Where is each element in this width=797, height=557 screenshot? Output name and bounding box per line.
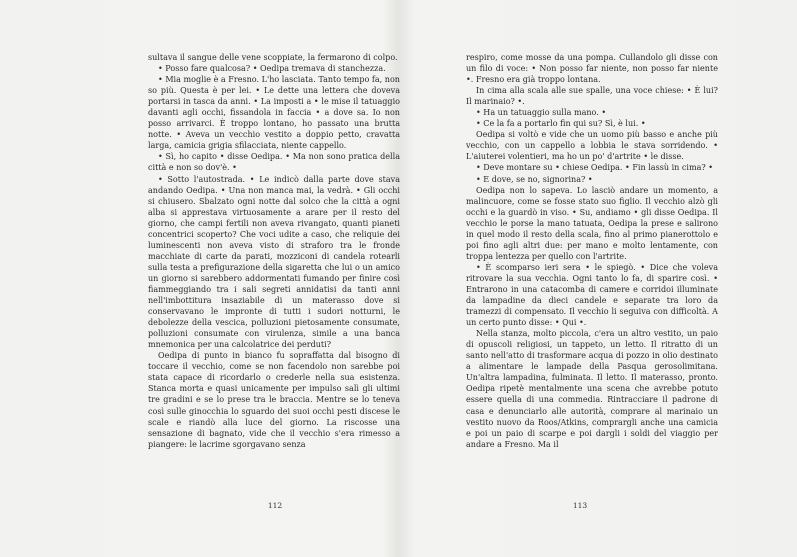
paragraph: Oedipa si voltò e vide che un uomo più basso e anche più vecchio, con un cappello a lobbia le stava sorridendo. • L'aiuterei volentieri, ma ho un po' d'artrite • le disse.: [466, 130, 718, 162]
paragraph: • Deve montare su • chiese Oedipa. • Fin lassù in cima? •: [476, 163, 714, 173]
paragraph: • È scomparso ieri sera • le spiegò. • Dice che voleva ritrovare la sua vecchia. Ogni tanto lo fa, di sparire così. • Entrarono in una catacomba di camere e corridoi illuminate da lampadine da dieci candele e separate tra loro da tramezzi di compensato. Il vecchio li seguiva con difficoltà. A un certo punto disse: • Qui •.: [466, 262, 718, 328]
right-page-text: [466, 52, 718, 450]
left-page-text: [148, 52, 400, 450]
paragraph: • E dove, se no, signorina? •: [476, 174, 593, 184]
paragraph: • Mia moglie è a Fresno. L'ho lasciata. Tanto tempo fa, non so più. Questa è per lei. • Le dette una lettera che doveva portarsi in tasca da anni. • La imposti a • le mise il tatuaggio davanti agli occhi, fissandola in faccia • a dove sa. Io non posso arrivarci. È troppo lontano, ho passato una brutta notte. • Aveva un vecchio vestito a doppio petto, cravatta larga, camicia grigia sfilacciata, niente cappello.: [148, 75, 400, 151]
paragraph: In cima alla scala alle sue spalle, una voce chiese: • È lui? Il marinaio? •.: [466, 86, 718, 107]
right-page-number: 113: [572, 501, 588, 510]
paragraph: sultava il sangue delle vene scoppiate, la fermarono di colpo.: [148, 53, 398, 62]
paragraph: • Posso fare qualcosa? • Oedipa tremava di stanchezza.: [158, 64, 386, 74]
paragraph: • Ha un tatuaggio sulla mano. •: [476, 108, 607, 118]
left-page-number: 112: [267, 501, 283, 510]
paragraph: • Ce la fa a portarlo fin qui su? Sì, è lui. •: [476, 119, 646, 129]
paragraph: • Sotto l'autostrada. • Le indicò dalla parte dove stava andando Oedipa. • Una non manca mai, la vedrà. • Gli occhi si chiusero. Sbalzato ogni notte dal solco che la città a ogni alba si apprestava virtuosamente a arare per il resto del giorno, che campi fertili non aveva rivangato, quanti pianeti concentrici scoperto? Che voci udite a caso, che reliquie dei luminescenti non aveva visto di straforo tra le fronde macchiate di carte da parati, mozziconi di candela rotearli sulla testa a prefigurazione della sigaretta che lui o un amico un giorno si sarebbero addormentati fumando per finire così fiammeggiando tra i sali segreti annidatisi da tanti anni nell'imbottitura insaziabile di un materasso dove si conservavano le impronte di tutti i sudori notturni, le debolezze della vescica, polluzioni pietosamente consumate, polluzioni consumate con virulenza, simile a una banca mnemonica per una calcolatrice dei perduti?: [148, 174, 400, 350]
paragraph: Oedipa di punto in bianco fu sopraffatta dal bisogno di toccare il vecchio, come se non facendolo non sarebbe poi stata capace di ricordarlo o crederle nella sua esistenza. Stanca morta e quasi unicamente per impulso salì gli ultimi tre gradini e se lo prese tra le braccia. Mentre se lo teneva così sulle ginocchia lo sguardo dei suoi occhi pesti discese le scale e riandò alla luce del giorno. La riscosse una sensazione di bagnato, vide che il vecchio s'era rimesso a piangere: le lacrime sgorgavano senza: [148, 351, 400, 449]
paragraph: respiro, come mosse da una pompa. Cullandolo gli disse con un filo di voce: • Non posso far niente, non posso far niente •. Fresno era già troppo lontana.: [466, 53, 718, 85]
paragraph: • Sì, ho capito • disse Oedipa. • Ma non sono pratica della città e non so dov'è. •: [148, 152, 400, 173]
paragraph: Nella stanza, molto piccola, c'era un altro vestito, un paio di opuscoli religiosi, un tappeto, un letto. Il ritratto di un santo nell'atto di trasformare acqua di pozzo in olio destinato a alimentare le lampade della Pasqua gerosolimitana. Un'altra lampadina, fulminata. Il letto. Il materasso, pronto. Oedipa ripetè mentalmente una scena che avrebbe potuto essere quella di una commedia. Rintracciare il padrone di casa e denunciarlo alle autorità, comprare al marinaio un vestito nuovo da Roos/Atkins, comprargli anche una camicia e poi un paio di scarpe e poi dargli i soldi del viaggio per andare a Fresno. Ma il: [466, 329, 718, 449]
paragraph: Oedipa non lo sapeva. Lo lasciò andare un momento, a malincuore, come se fosse stato suo figlio. Il vecchio alzò gli occhi e la guardò in viso. • Su, andiamo • gli disse Oedipa. Il vecchio le porse la mano tatuata, Oedipa la prese e salirono in quel modo il resto della scala, fino al primo pianerottolo e poi fino agli altri due: per mano e molto lentamente, con troppa lentezza per quello con l'artrite.: [466, 185, 718, 261]
